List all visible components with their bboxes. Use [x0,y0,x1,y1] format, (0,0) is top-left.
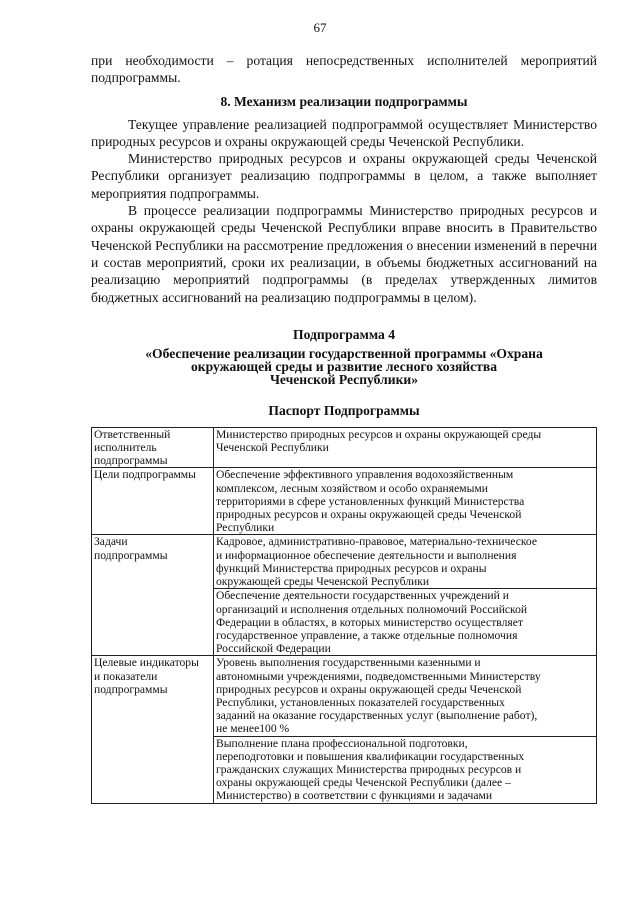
row-value-line: Республики, установленных показателей государственных [216,695,505,709]
section-paragraph: Текущее управление реализацией подпрограммой осуществляет Министерство природных ресурсов и охраны окружающей среды Чеченской Республики. [91,116,597,149]
row-value-line: территориями в сфере установленных функций Министерства [216,494,525,508]
row-label-cell [92,535,214,656]
row-value-line: природных ресурсов и охраны окружающей среды Чеченской [216,508,522,522]
row-value-line: и информационное обеспечение деятельности и выполнения [216,548,517,562]
subprogram-title-line: «Обеспечение реализации государственной программы «Охрана [145,345,543,361]
row-value-line: Чеченской Республики [216,441,329,455]
row-label-line: исполнитель [94,441,157,455]
row-value-line: Республики [216,521,275,535]
row-value-line: Федерации в областях, в которых министерство осуществляет [216,615,523,629]
row-label-line: Целевые индикаторы [94,656,199,670]
passport-title: Паспорт Подпрограммы [268,402,420,418]
row-value-cell [214,468,597,535]
document-body [91,52,597,804]
table-row [92,535,597,589]
row-label-cell [92,468,214,535]
subprogram-title-line: Чеченской Республики» [269,371,419,387]
section-title: 8. Механизм реализации подпрограммы [220,93,468,109]
row-value-line: Обеспечение деятельности государственных учреждений и [216,589,509,603]
row-label-line: подпрограммы [94,682,168,696]
section-paragraph: Министерство природных ресурсов и охраны окружающей среды Чеченской Республики организует реализацию подпрограммы в целом, а также выполняет мероприятия подпрограммы. [91,151,597,201]
row-label-cell [92,656,214,803]
row-label-line: Ответственный [94,427,171,441]
page-number: 67 [313,20,327,35]
row-value-cell [214,656,597,736]
row-value-line: организаций и исполнения отдельных полномочий Российской [216,602,528,616]
row-label-line: Цели подпрограммы [94,468,196,482]
intro-paragraph: при необходимости – ротация непосредственных исполнителей мероприятий подпрограммы. [91,53,597,86]
row-value-cell [214,535,597,589]
section-paragraph: В процессе реализации подпрограммы Министерство природных ресурсов и охраны окружающей среды Чеченской Республики вправе вносить в Правительство Чеченской Республики на рассмотрение предложения о внесении изменений в перечни и состав мероприятий, сроки их реализации, в объемы бюджетных ассигнований на реализацию мероприятий подпрограммы (в пределах утвержденных лимитов бюджетных ассигнований на реализацию подпрограммы в целом). [91,203,597,305]
row-value-cell [214,589,597,656]
table-row [92,468,597,535]
row-label-line: подпрограммы [94,548,168,562]
row-value-line: автономными учреждениями, подведомственными Министерству [216,669,541,683]
row-value-line: функций Министерства природных ресурсов и охраны [216,561,487,575]
row-value-line: Российской Федерации [216,642,331,656]
row-value-cell [214,427,597,468]
row-value-line: Кадровое, административно-правовое, материально-техническое [216,535,538,549]
subprogram-label: Подпрограмма 4 [293,326,395,342]
subprogram-title-line: окружающей среды и развитие лесного хозяйства [190,358,497,374]
row-value-line: Уровень выполнения государственными казенными и [216,656,481,670]
row-value-line: окружающей среды Чеченской Республики [216,575,430,589]
row-value-line: природных ресурсов и охраны окружающей среды Чеченской [216,682,522,696]
row-value-line: переподготовки и повышения квалификации государственных [216,749,525,763]
row-value-line: комплексом, лесным хозяйством и особо охраняемыми [216,481,488,495]
row-value-line: гражданских служащих Министерства природных ресурсов и [216,762,522,776]
subprogram-title [91,347,597,386]
row-label-cell [92,427,214,468]
table-row [92,427,597,468]
row-value-cell [214,736,597,803]
table-row [92,656,597,736]
passport-table [91,427,597,804]
row-value-line: охраны окружающей среды Чеченской Республики (далее – [216,776,511,790]
row-value-line: государственное управление, а также отдельные полномочия [216,628,518,642]
row-value-line: не менее100 % [216,722,290,736]
row-label-line: и показатели [94,669,158,683]
row-value-line: Обеспечение эффективного управления водохозяйственным [216,468,514,482]
row-label-line: подпрограммы [94,454,168,468]
row-value-line: Министерство) в соответствии с функциями и задачами [216,789,493,803]
row-value-line: Выполнение плана профессиональной подготовки, [216,736,468,750]
row-value-line: заданий на оказание государственных услуг (выполнение работ), [216,709,538,723]
row-value-line: Министерство природных ресурсов и охраны окружающей среды [216,427,542,441]
row-label-line: Задачи [94,535,128,549]
